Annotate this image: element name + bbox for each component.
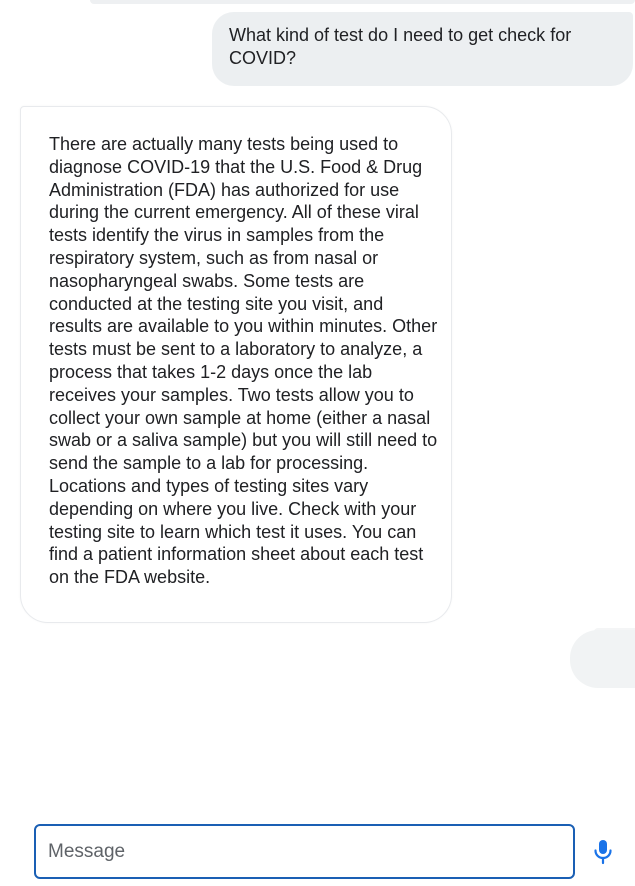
microphone-icon (592, 839, 614, 865)
user-message-bubble (212, 12, 633, 86)
loading-message-bubble (570, 630, 635, 688)
bot-message-paragraph: There are actually many tests being used to diagnose COVID-19 that the U.S. Food & Drug Administration (FDA) has authorized for use during the current emergency. All of these viral tests identify the virus in samples from the respiratory system, such as from nasal or nasopharyngeal swabs. Some tests are conducted at the testing site you visit, and results are available to you within minutes. Other tests must be sent to a laboratory to analyze, a process that takes 1-2 days once the lab receives your samples. Two tests allow you to collect your own sample at home (either a nasal swab or a saliva sample) but you will still need to send the sample to a lab for processing. (49, 134, 438, 474)
previous-bubble-edge (90, 0, 635, 4)
message-composer (0, 812, 635, 886)
mic-button[interactable] (588, 837, 618, 867)
bot-message-paragraph: Locations and types of testing sites vary depending on where you live. Check with your testing site to learn which test it uses. You can find a patient information sheet about each test on the FDA website. (49, 475, 424, 588)
message-input[interactable] (34, 824, 575, 879)
bot-message-bubble (20, 106, 452, 623)
user-message-text: What kind of test do I need to get check for COVID? (229, 25, 572, 68)
